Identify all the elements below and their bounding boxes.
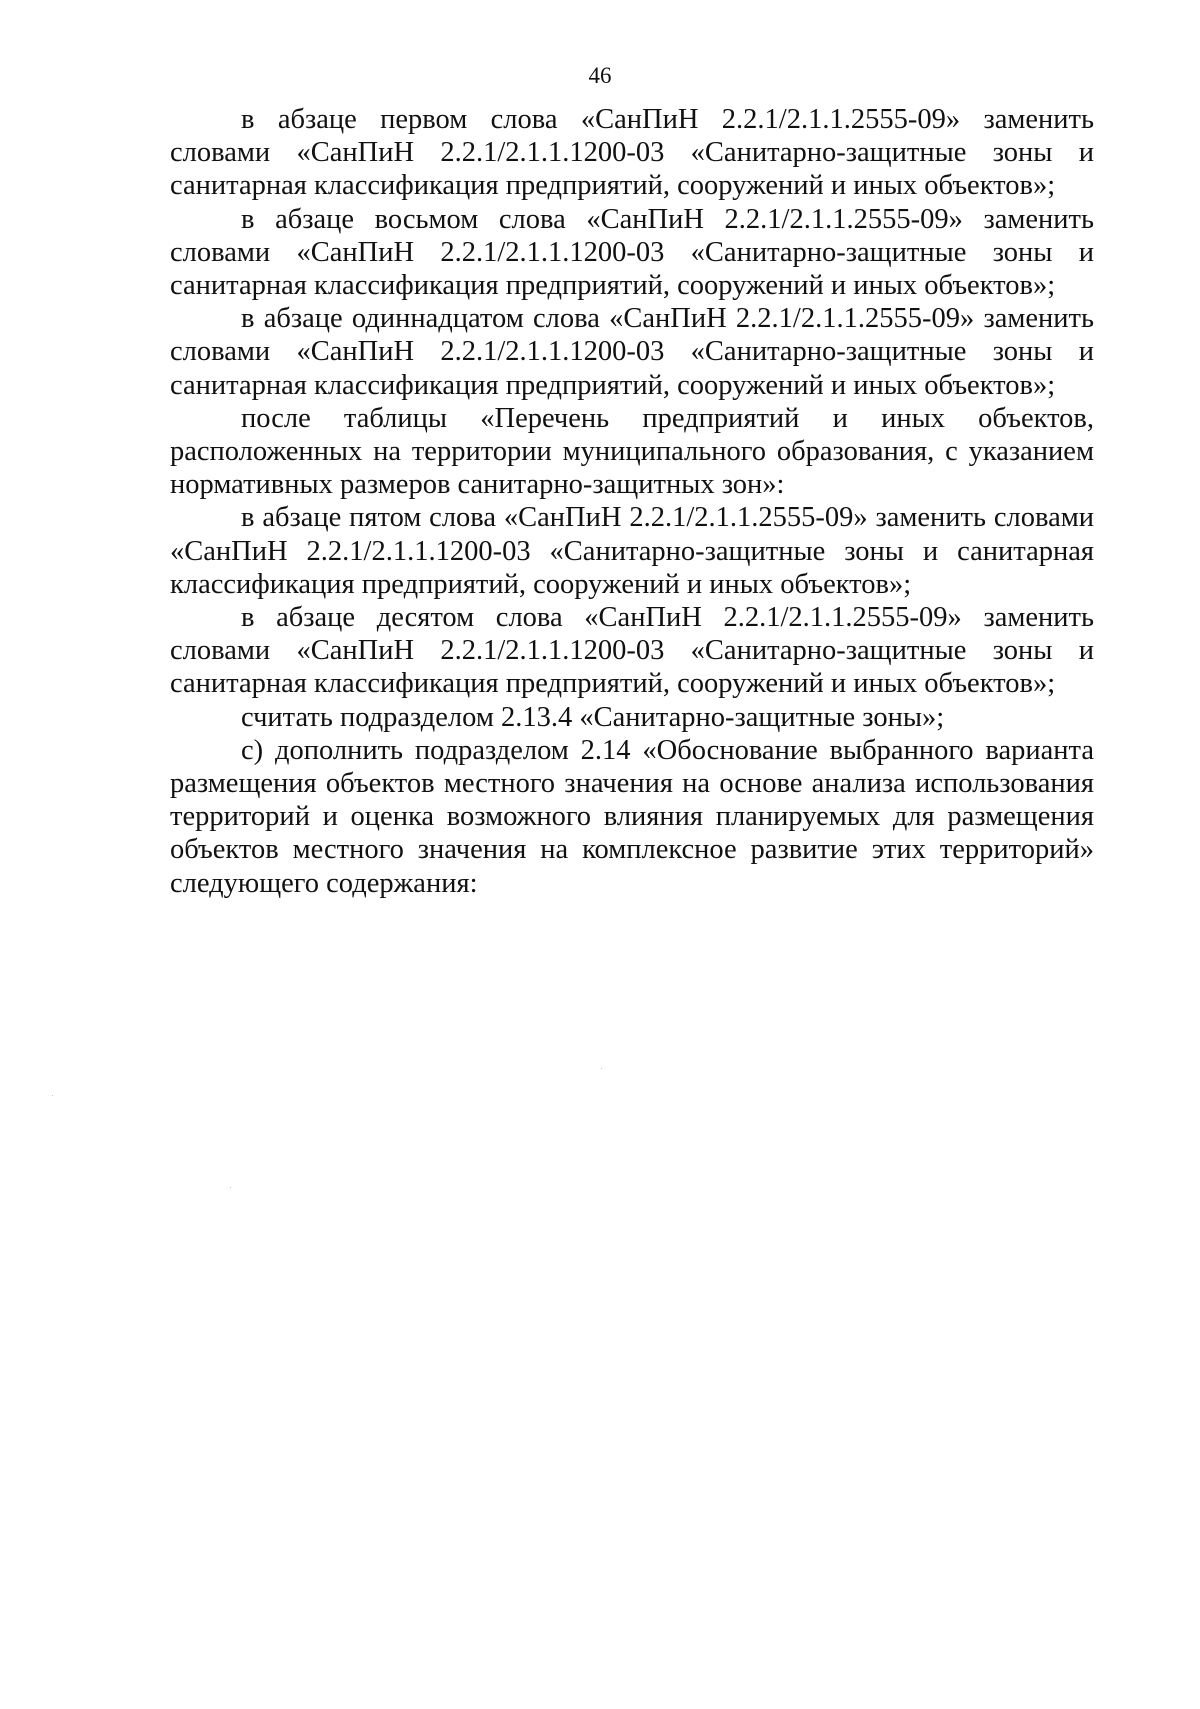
paragraph-8: с) дополнить подразделом 2.14 «Обоснование выбранного варианта размещения объектов местного значения на основе анализа использования территорий и оценка возможного влияния планируемых для размещения объектов местного значения на комплексное развитие этих территорий» следующего содержания: <box>170 734 1094 899</box>
paragraph-5: в абзаце пятом слова «СанПиН 2.2.1/2.1.1.2555-09» заменить словами «СанПиН 2.2.1/2.1.1.1200-03 «Санитарно-защитные зоны и санитарная классификация предприятий, сооружений и иных объектов»; <box>170 502 1094 600</box>
page-number: 46 <box>588 63 612 88</box>
paragraph-7: считать подразделом 2.13.4 «Санитарно-защитные зоны»; <box>241 701 945 733</box>
scan-speck <box>230 1187 231 1188</box>
paragraph-1: в абзаце первом слова «СанПиН 2.2.1/2.1.1.2555-09» заменить словами «СанПиН 2.2.1/2.1.1.1200-03 «Санитарно-защитные зоны и санитарная классификация предприятий, сооружений и иных объектов»; <box>170 104 1094 202</box>
document-body <box>170 103 1094 900</box>
paragraph-3: в абзаце одиннадцатом слова «СанПиН 2.2.1/2.1.1.2555-09» заменить словами «СанПиН 2.2.1/2.1.1.1200-03 «Санитарно-защитные зоны и санитарная классификация предприятий, сооружений и иных объектов»; <box>170 303 1094 401</box>
scan-speck <box>52 1095 53 1096</box>
paragraph-2: в абзаце восьмом слова «СанПиН 2.2.1/2.1.1.2555-09» заменить словами «СанПиН 2.2.1/2.1.1.1200-03 «Санитарно-защитные зоны и санитарная классификация предприятий, сооружений и иных объектов»; <box>170 203 1094 302</box>
paragraph-4: после таблицы «Перечень предприятий и иных объектов, расположенных на территории муниципального образования, с указанием нормативных размеров санитарно-защитных зон»: <box>170 402 1094 501</box>
paragraph-6: в абзаце десятом слова «СанПиН 2.2.1/2.1.1.2555-09» заменить словами «СанПиН 2.2.1/2.1.1.1200-03 «Санитарно-защитные зоны и санитарная классификация предприятий, сооружений и иных объектов»; <box>170 602 1094 700</box>
scan-speck <box>601 1068 602 1069</box>
